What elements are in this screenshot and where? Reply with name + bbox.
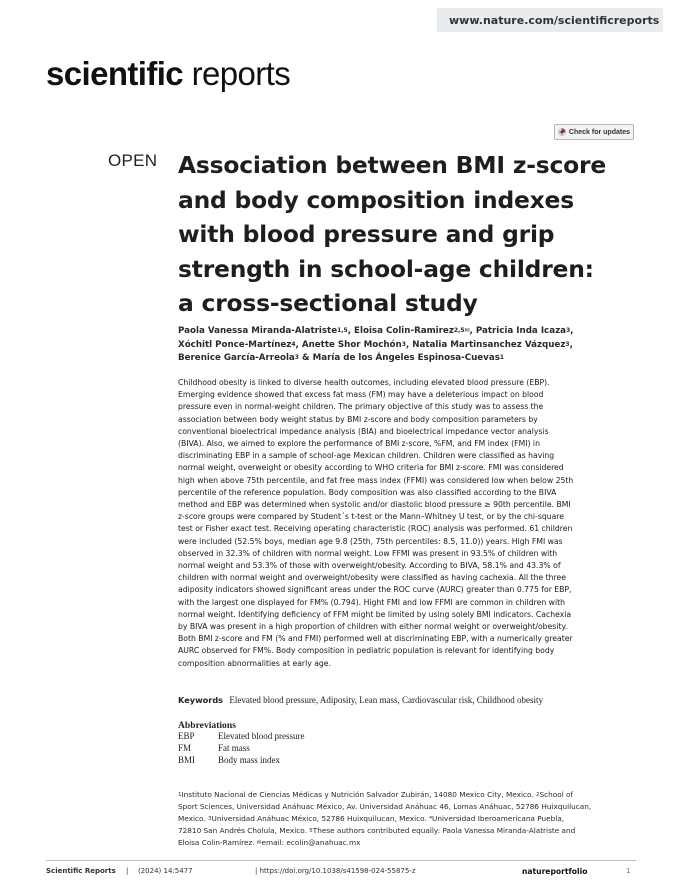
abstract-line: were included (52.5% boys, median age 9.8 (25th, 75th percentiles: 8.5, 11.0)) years. High FMI was xyxy=(178,536,563,546)
email-icon: ✉ xyxy=(256,840,262,846)
author-separator: , xyxy=(570,326,574,336)
abbreviation-meaning: Body mass index xyxy=(218,754,280,765)
check-for-updates-label: Check for updates xyxy=(568,128,630,136)
author-affiliation: 4 xyxy=(291,340,296,348)
author-list xyxy=(178,325,648,366)
keywords-text: Elevated blood pressure, Adiposity, Lean mass, Cardiovascular risk, Childhood obesity xyxy=(229,695,543,705)
abstract-line: by BIVA was present in a high proportion of children with either normal weight or overweight/obesity. xyxy=(178,622,568,632)
footer-journal: Scientific Reports xyxy=(46,867,116,875)
abbreviation-meaning: Elevated blood pressure xyxy=(218,731,305,741)
abstract-line: normal weight, overweight or obesity according to WHO criteria for BMI z-score. FMI was considered xyxy=(178,463,564,473)
title-line: strength in school-age children: xyxy=(178,254,594,283)
affiliation-line xyxy=(178,801,636,813)
nature-portfolio-logo: natureportfolio xyxy=(522,867,588,876)
journal-logo xyxy=(46,55,290,93)
author-name[interactable]: , Natalia Martinsanchez Vázquez xyxy=(405,339,566,350)
affiliation-number: 2 xyxy=(536,792,540,798)
abbreviation-row xyxy=(178,743,304,755)
affiliation-number: 1 xyxy=(178,792,182,798)
affiliation-number: 3 xyxy=(208,816,212,822)
check-for-updates-button[interactable] xyxy=(554,124,634,140)
affiliation-line xyxy=(178,825,636,837)
abstract-line: (BIVA). Also, we aimed to explore the performance of BMI z-score, %FM, and FM index (FMI) in xyxy=(178,439,540,449)
abstract-line: children with normal weight and overweight/obesity were classified as having cachexia. All the three xyxy=(178,573,567,583)
abstract-line: pressure even in normal-weight children. The primary objective of this study was to assess the xyxy=(178,402,544,412)
title-line: and body composition indexes xyxy=(178,185,574,214)
abstract xyxy=(178,377,636,670)
journal-logo-bold: scientific xyxy=(46,55,184,92)
affiliation-text: Sport Sciences, Universidad Anáhuac México, Av. Universidad Anáhuac 46, Lomas Anáhuac, 52786 Huixquilucan, xyxy=(178,802,592,811)
abstract-line: discriminating EBP in a sample of school-age Mexican children. Children were classified as having xyxy=(178,451,555,461)
abstract-line: association between body weight status by BMI z-score and body composition parameters by xyxy=(178,414,538,424)
abstract-line: z-score groups were compared by Student´s t-test or the Mann–Whitney U test, or by the chi-square xyxy=(178,512,565,522)
abstract-line: normal weight. Identifying deficiency of FFM might be limited by using solely BMI indicators. Cachexia xyxy=(178,609,572,619)
abstract-line: normal weight and 53.3% of those with overweight/obesity. According to BIVA, 58.1% and 43.3% of xyxy=(178,561,561,571)
abstract-line: test or Fisher exact test. Receiving operating characteristic (ROC) analysis was performed. 61 children xyxy=(178,524,573,534)
author-affiliation: 3 xyxy=(565,327,571,334)
author-line xyxy=(178,352,648,366)
corresponding-email[interactable]: email: ecolin@anahuac.mx xyxy=(261,838,361,847)
abstract-line: with the largest one displayed for FM% (0.794). Hight FMI and low FFMI are common in children with xyxy=(178,597,565,607)
abstract-line: AURC observed for FM%. Body composition in pediatric population is relevant for identifying body xyxy=(178,646,555,656)
open-access-label: OPEN xyxy=(108,151,158,170)
affiliation-text: Mexico. xyxy=(178,814,208,823)
author-name[interactable]: Paola Vanessa Miranda-Alatriste xyxy=(178,326,338,336)
author-affiliation: 3 xyxy=(294,354,299,361)
affiliation-text: Universidad Anáhuac México, 52786 Huixquilucan, Mexico. ⁴Universidad Iberoamericana Puebla, xyxy=(211,814,565,823)
affiliation-line xyxy=(178,813,636,825)
abstract-line: method and EBP was determined when systolic and/or diastolic blood pressure ≥ 90th percentile. BMI xyxy=(178,500,571,510)
abbreviations-heading: Abbreviations xyxy=(178,720,236,731)
journal-logo-light: reports xyxy=(191,55,291,92)
affiliation-text: These authors contributed equally: Paola Vanessa Miranda-Alatriste and xyxy=(312,826,576,835)
affiliation-text: School of xyxy=(539,790,574,799)
author-affiliation: 3 xyxy=(565,340,570,348)
affiliation-text: Eloisa Colin-Ramírez. xyxy=(178,838,257,847)
affiliation-number: 5 xyxy=(309,828,313,834)
abbreviation-meaning: Fat mass xyxy=(218,742,250,753)
footer-doi-link[interactable]: | https://doi.org/10.1038/s41598-024-55875-z xyxy=(255,867,416,875)
keywords xyxy=(178,695,543,705)
title-line: with blood pressure and grip xyxy=(178,220,555,248)
author-affiliation: 2,5✉ xyxy=(453,327,470,334)
affiliation-line xyxy=(178,789,636,801)
author-name[interactable]: Berenice García-Arreola xyxy=(178,353,295,363)
abstract-line: Both BMI z-score and FM (% and FMI) performed well at discriminating EBP, with a numerically greater xyxy=(178,634,573,644)
page-number: 1 xyxy=(626,867,631,875)
footer-separator: | xyxy=(126,867,129,875)
author-name[interactable]: , Eloisa Colin-Ramirez xyxy=(347,326,454,336)
affiliation-text: 72810 San Andrés Cholula, Mexico. xyxy=(178,826,310,835)
author-line xyxy=(178,325,648,339)
abstract-line: conventional bioelectrical impedance analysis (BIA) and bioelectrical impedance vector analysis xyxy=(178,426,549,436)
abbreviation-row xyxy=(178,731,304,743)
abstract-line: percentile of the reference population. Body composition was also classified according to the BIVA xyxy=(178,487,557,497)
author-line xyxy=(178,339,648,353)
title-line: Association between BMI z-score xyxy=(178,151,607,179)
abstract-line: adiposity indicators showed significant areas under the ROC curve (AURC) greater than 0.775 for EBP, xyxy=(178,585,572,595)
author-name[interactable]: & María de los Ángeles Espinosa-Cuevas xyxy=(298,353,500,363)
abstract-line: high when above 75th percentile, and fat free mass index (FFMI) was considered low when below 25th xyxy=(178,475,574,485)
abbreviations xyxy=(178,720,304,766)
abbreviation-code: BMI xyxy=(178,754,196,765)
journal-url[interactable]: www.nature.com/scientificreports xyxy=(437,8,663,32)
footer-volume: (2024) 14:5477 xyxy=(138,867,193,875)
affiliation-text: Instituto Nacional de Ciencias Médicas y Nutrición Salvador Zubirán, 14080 Mexico City, Mexico. xyxy=(181,790,537,799)
abstract-line: composition abnormalities at early age. xyxy=(178,658,331,668)
author-affiliation: 3 xyxy=(401,340,406,348)
author-separator: , xyxy=(569,339,573,350)
author-name[interactable]: , Anette Shor Mochón xyxy=(295,339,402,350)
author-affiliation: 1 xyxy=(499,354,505,361)
keywords-label: Keywords xyxy=(178,695,224,705)
abstract-line: observed in 32.3% of children with normal weight. Low FFMI was present in 93.5% of children with xyxy=(178,548,558,558)
abbreviation-row xyxy=(178,755,304,767)
abbreviation-code: FM xyxy=(178,742,192,753)
abstract-line: Childhood obesity is linked to diverse health outcomes, including elevated blood pressure (EBP). xyxy=(178,378,550,387)
abbreviation-code: EBP xyxy=(178,731,195,741)
crossmark-icon xyxy=(558,127,566,137)
article-title xyxy=(178,148,648,321)
author-affiliation: 1,5 xyxy=(337,327,348,334)
title-line: a cross-sectional study xyxy=(178,289,478,317)
abstract-line: Emerging evidence showed that excess fat mass (FM) may have a deleterious impact on blood xyxy=(178,390,544,400)
author-name[interactable]: , Patricia Inda Icaza xyxy=(469,326,566,336)
affiliations xyxy=(178,789,636,849)
footer-divider xyxy=(46,860,636,861)
affiliation-line xyxy=(178,837,636,849)
author-name[interactable]: Xóchitl Ponce-Martínez xyxy=(178,339,292,350)
